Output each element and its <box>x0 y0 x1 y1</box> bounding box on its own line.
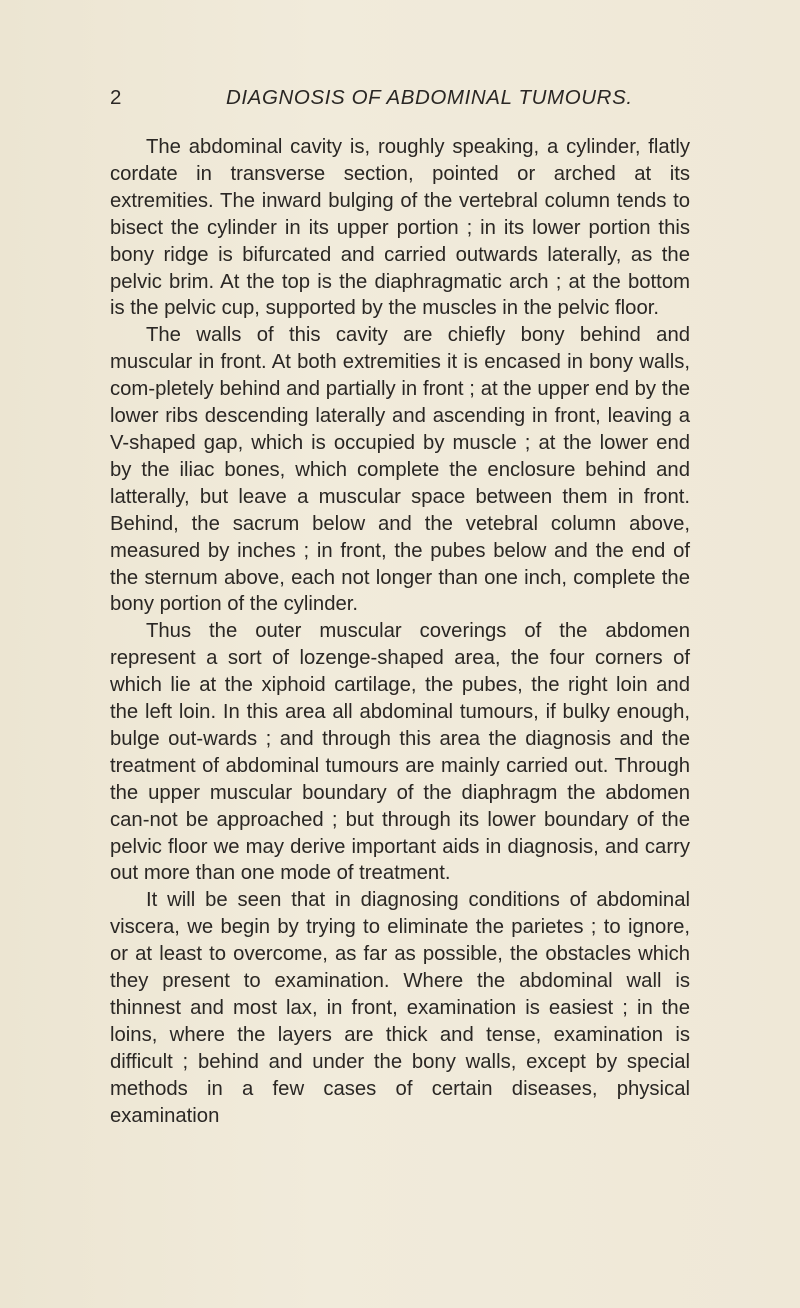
paragraph: The abdominal cavity is, roughly speaking, a cylinder, flatly cordate in transverse section, pointed or arched at its extremities. The inward bulging of the vertebral column tends to bisect the cylinder in its upper portion ; in its lower portion this bony ridge is bifurcated and carried outwards laterally, as the pelvic brim. At the top is the diaphragmatic arch ; at the bottom is the pelvic cup, supported by the muscles in the pelvic floor. <box>110 136 690 320</box>
body-text <box>110 134 690 1130</box>
running-head <box>0 86 800 118</box>
page-number: 2 <box>110 86 123 109</box>
paragraph: Thus the outer muscular coverings of the abdomen represent a sort of lozenge-shaped area, the four corners of which lie at the xiphoid cartilage, the pubes, the right loin and the left loin. In this area all abdominal tumours, if bulky enough, bulge out-wards ; and through this area the diagnosis and the treatment of abdominal tumours are mainly carried out. Through the upper muscular boundary of the diaphragm the abdomen can-not be approached ; but through its lower boundary of the pelvic floor we may derive important aids in diagnosis, and carry out more than one mode of treatment. <box>110 620 690 885</box>
paragraph: The walls of this cavity are chiefly bony behind and muscular in front. At both extremities it is encased in bony walls, com-pletely behind and partially in front ; at the upper end by the lower ribs descending laterally and ascending in front, leaving a V-shaped gap, which is occupied by muscle ; at the lower end by the iliac bones, which complete the enclosure behind and latterally, but leave a muscular space between them in front. Behind, the sacrum below and the vetebral column above, measured by inches ; in front, the pubes below and the end of the sternum above, each not longer than one inch, complete the bony portion of the cylinder. <box>110 324 690 616</box>
running-title: DIAGNOSIS OF ABDOMINAL TUMOURS. <box>226 86 633 109</box>
paragraph: It will be seen that in diagnosing conditions of abdominal viscera, we begin by trying to eliminate the parietes ; to ignore, or at least to overcome, as far as possible, the obstacles which they present to examination. Where the abdominal wall is thinnest and most lax, in front, examination is easiest ; in the loins, where the layers are thick and tense, examination is difficult ; behind and under the bony walls, except by special methods in a few cases of certain diseases, physical examination <box>110 889 690 1127</box>
